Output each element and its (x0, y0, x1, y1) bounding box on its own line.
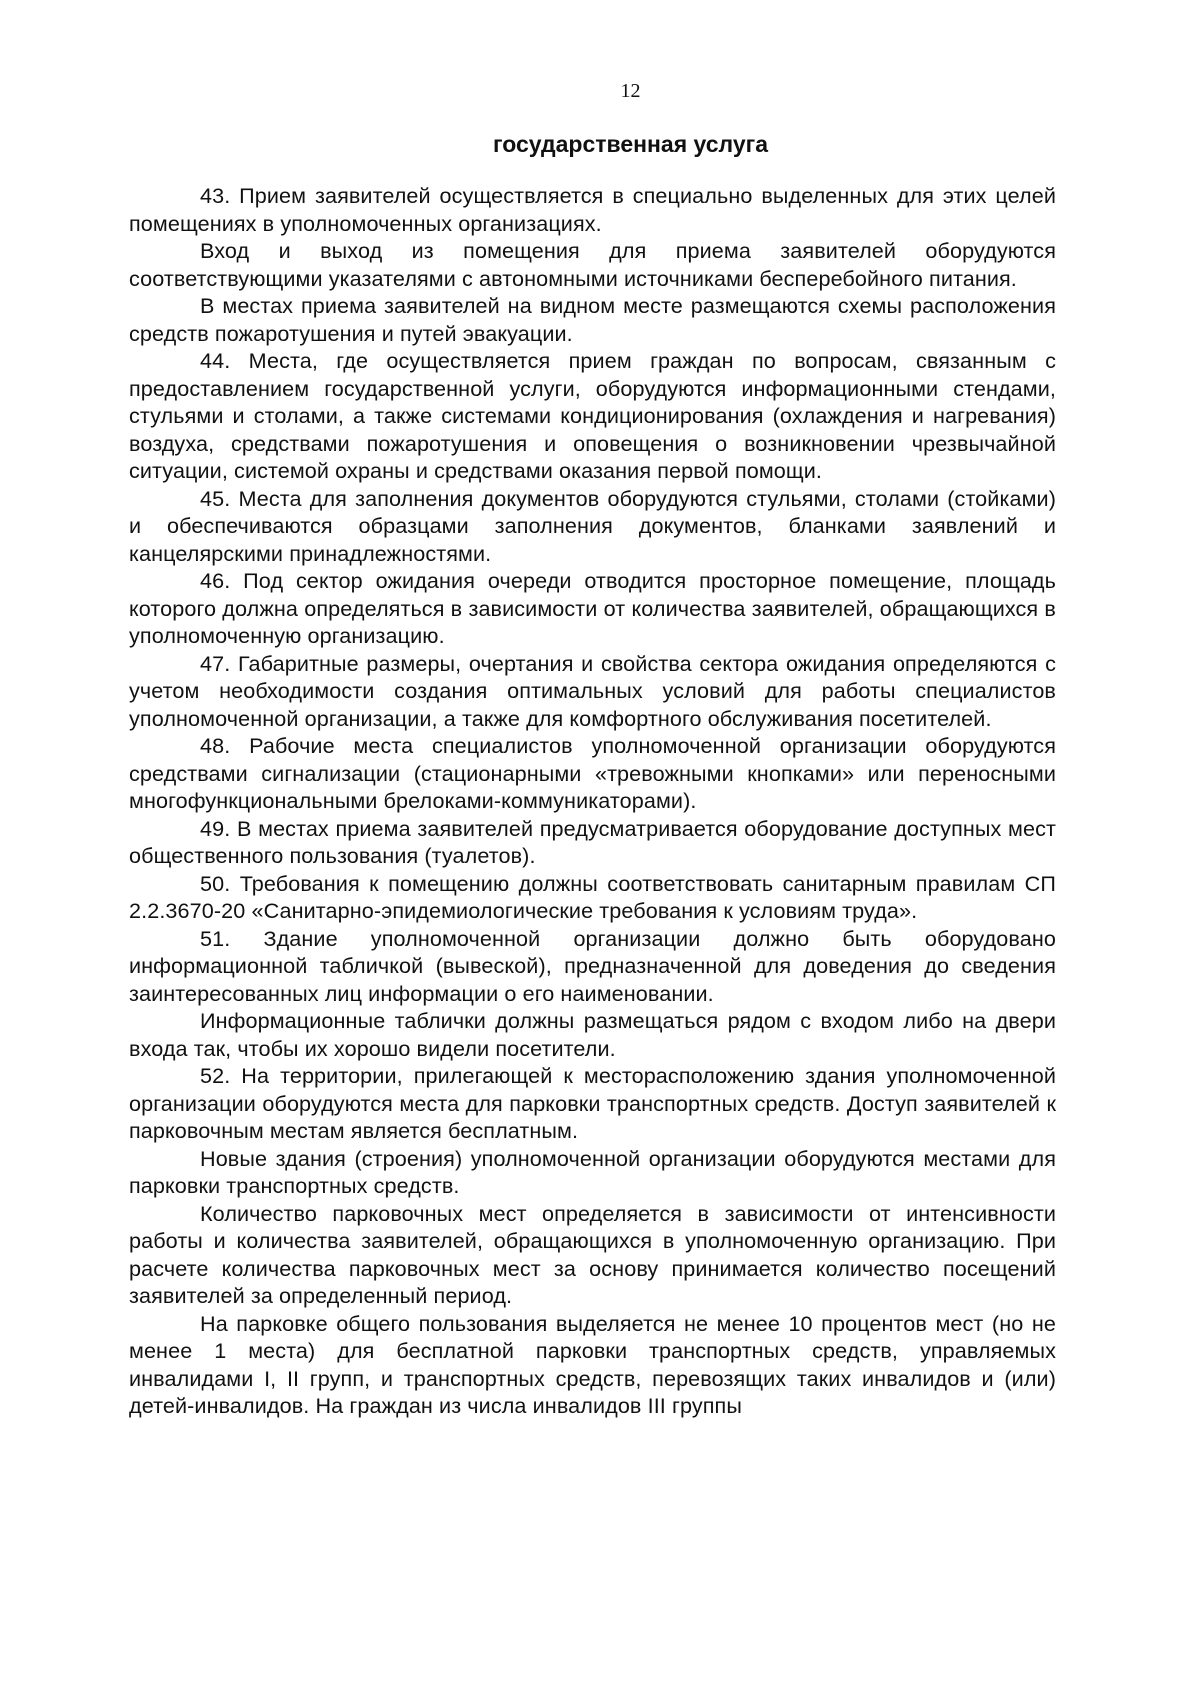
section-heading: государственная услуга (492, 131, 769, 157)
paragraph: Новые здания (строения) уполномоченной организации оборудуются местами для парковки транспортных средств. (129, 1145, 1056, 1198)
paragraph: 52. На территории, прилегающей к месторасположению здания уполномоченной организации оборудуются места для парковки транспортных средств. Доступ заявителей к парковочным местам является бесплатным. (129, 1063, 1056, 1143)
paragraph: Информационные таблички должны размещаться рядом с входом либо на двери входа так, чтобы их хорошо видели посетители. (129, 1008, 1056, 1061)
paragraph: 48. Рабочие места специалистов уполномоченной организации оборудуются средствами сигнализации (стационарными «тревожными кнопками» или переносными многофункциональными брелоками-коммуникаторами). (129, 733, 1056, 813)
paragraph: 50. Требования к помещению должны соответствовать санитарным правилам СП 2.2.3670-20 «Санитарно-эпидемиологические требования к условиям труда». (129, 870, 1056, 923)
paragraph: Количество парковочных мест определяется в зависимости от интенсивности работы и количества заявителей, обращающихся в уполномоченную организацию. При расчете количества парковочных мест за основу принимается количество посещений заявителей за определенный период. (129, 1200, 1056, 1308)
paragraph: 49. В местах приема заявителей предусматривается оборудование доступных мест общественного пользования (туалетов). (129, 815, 1056, 868)
paragraph: На парковке общего пользования выделяется не менее 10 процентов мест (но не менее 1 места) для бесплатной парковки транспортных средств, управляемых инвалидами I, II групп, и транспортных средств, перевозящих таких инвалидов и (или) детей-инвалидов. На граждан из числа инвалидов III группы (129, 1310, 1056, 1418)
paragraph: 51. Здание уполномоченной организации должно быть оборудовано информационной табличкой (вывеской), предназначенной для доведения до сведения заинтересованных лиц информации о его наименовании. (129, 925, 1056, 1006)
body-text (129, 182, 1056, 1420)
paragraph: 46. Под сектор ожидания очереди отводится просторное помещение, площадь которого должна определяться в зависимости от количества заявителей, обращающихся в уполномоченную организацию. (129, 568, 1056, 648)
page-number: 12 (620, 80, 641, 102)
paragraph: В местах приема заявителей на видном месте размещаются схемы расположения средств пожаротушения и путей эвакуации. (129, 293, 1056, 346)
paragraph: 45. Места для заполнения документов оборудуются стульями, столами (стойками) и обеспечиваются образцами заполнения документов, бланками заявлений и канцелярскими принадлежностями. (129, 485, 1056, 566)
paragraph: Вход и выход из помещения для приема заявителей оборудуются соответствующими указателями с автономными источниками бесперебойного питания. (129, 238, 1056, 291)
paragraph: 47. Габаритные размеры, очертания и свойства сектора ожидания определяются с учетом необходимости создания оптимальных условий для работы специалистов уполномоченной организации, а также для комфортного обслуживания посетителей. (129, 650, 1056, 731)
paragraph: 43. Прием заявителей осуществляется в специально выделенных для этих целей помещениях в уполномоченных организациях. (129, 183, 1056, 236)
paragraph: 44. Места, где осуществляется прием граждан по вопросам, связанным с предоставлением государственной услуги, оборудуются информационными стендами, стульями и столами, а также системами кондиционирования (охлаждения и нагревания) воздуха, средствами пожаротушения и оповещения о возникновении чрезвычайной ситуации, системой охраны и средствами оказания первой помощи. (129, 348, 1056, 483)
